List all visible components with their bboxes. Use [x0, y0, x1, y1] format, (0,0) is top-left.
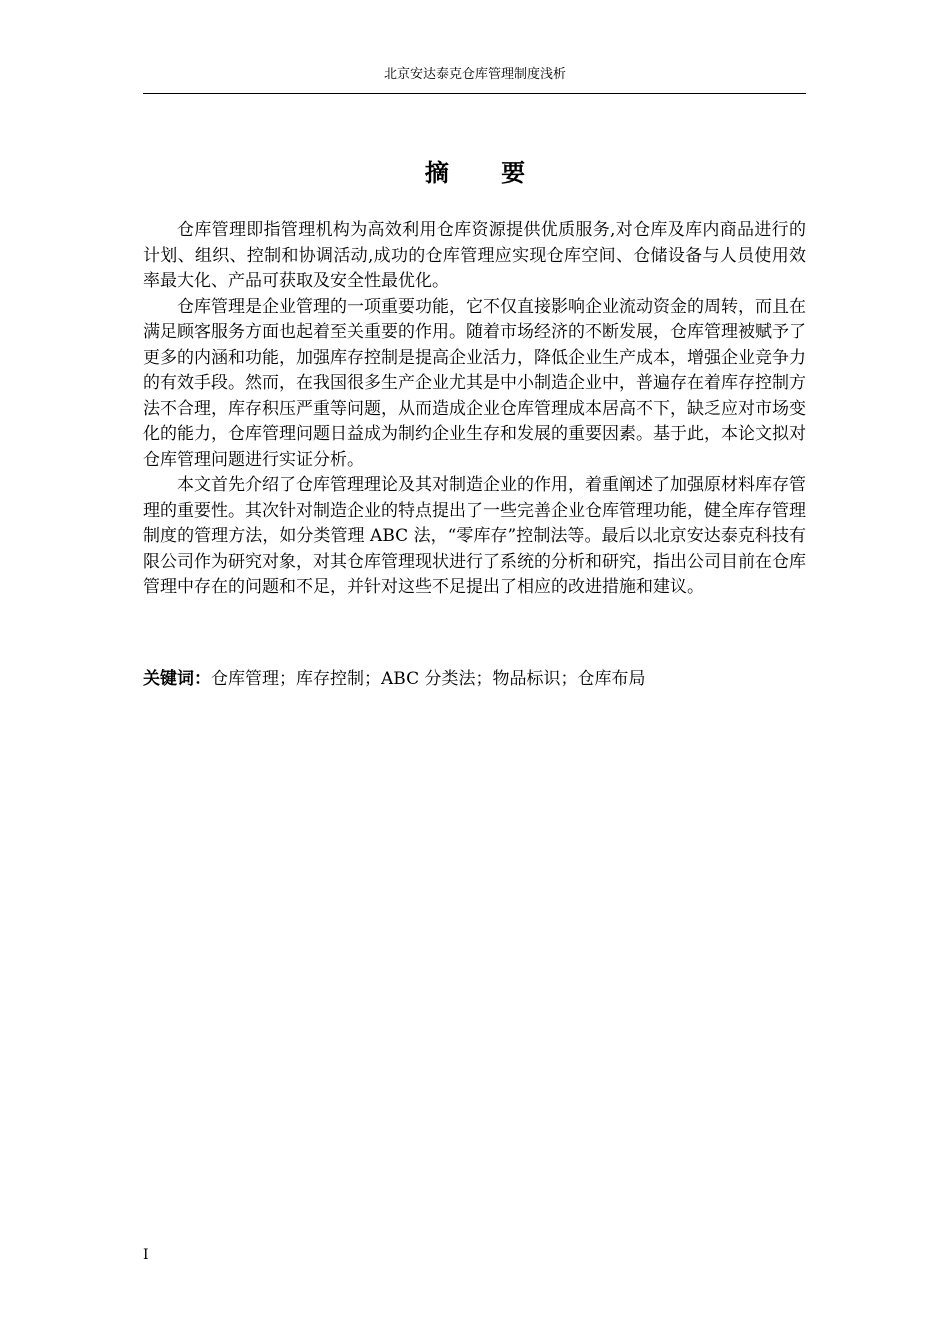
abstract-title: 摘 要	[424, 159, 548, 187]
keywords-list: 仓库管理；库存控制；ABC 分类法；物品标识；仓库布局	[211, 669, 646, 689]
abstract-body	[143, 218, 806, 601]
keywords-line	[143, 667, 806, 692]
abstract-paragraph-1: 仓库管理即指管理机构为高效利用仓库资源提供优质服务,对仓库及库内商品进行的计划、组织、控制和协调活动,成功的仓库管理应实现仓库空间、仓储设备与人员使用效率最大化、产品可获取及安全性最优化。	[143, 220, 806, 291]
keywords-label: 关键词：	[143, 669, 211, 689]
abstract-paragraph-3: 本文首先介绍了仓库管理理论及其对制造企业的作用，着重阐述了加强原材料库存管理的重要性。其次针对制造企业的特点提出了一些完善企业仓库管理功能，健全库存管理制度的管理方法，如分类管理 ABC 法，“零库存”控制法等。最后以北京安达泰克科技有限公司作为研究对象，对其仓库管理现状进行了系统的分析和研究，指出公司目前在仓库管理中存在的问题和不足，并针对这些不足提出了相应的改进措施和建议。	[143, 475, 806, 597]
page-number: I	[143, 1247, 149, 1263]
running-header: 北京安达泰克仓库管理制度浅析	[383, 67, 566, 82]
abstract-paragraph-2: 仓库管理是企业管理的一项重要功能，它不仅直接影响企业流动资金的周转，而且在满足顾客服务方面也起着至关重要的作用。随着市场经济的不断发展，仓库管理被赋予了更多的内涵和功能，加强库存控制是提高企业活力，降低企业生产成本，增强企业竞争力的有效手段。然而，在我国很多生产企业尤其是中小制造企业中，普遍存在着库存控制方法不合理，库存积压严重等问题，从而造成企业仓库管理成本居高不下，缺乏应对市场变化的能力，仓库管理问题日益成为制约企业生存和发展的重要因素。基于此，本论文拟对仓库管理问题进行实证分析。	[143, 296, 806, 470]
header-divider	[143, 93, 806, 94]
